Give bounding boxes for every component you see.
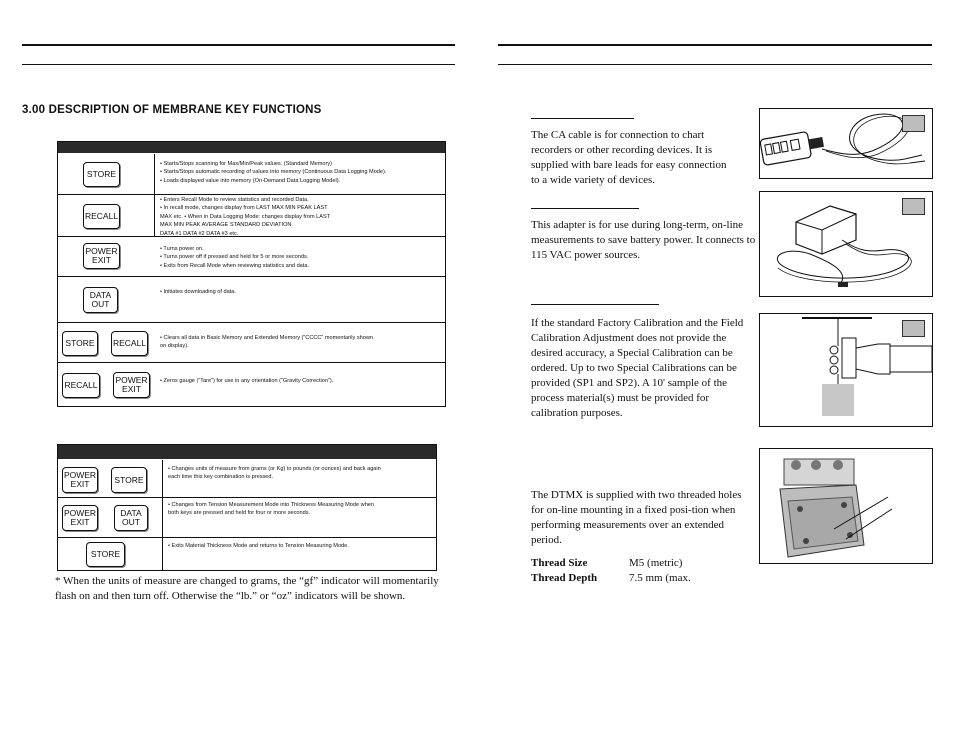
special-calibration-paragraph: If the standard Factory Calibration and the Field Calibration Adjustment does not provide the desired accuracy, a Special Calibration can be ordered. Up to two Special Calibrations can be provided (SP1 and SP2). A 10' sample of the process material(s) must be provided for calibration purposes. [531, 317, 744, 419]
heading-underline [531, 208, 639, 209]
photo-label-tag [902, 115, 925, 132]
ca-cable-photo [759, 108, 933, 179]
store-key[interactable]: STORE [111, 467, 147, 493]
thread-specs [531, 556, 691, 586]
mounting-holes-photo [759, 448, 933, 564]
spec-row: Thread Depth 7.5 mm (max. [531, 572, 691, 584]
row-description: • Changes units of measure from grams (or Kg) to pounds (or ounces) and back again each time this key combination is pressed. [168, 466, 381, 481]
power-exit-key[interactable]: POWER EXIT [62, 505, 98, 531]
right-header-rule-top [498, 44, 932, 46]
power-adapter-photo [759, 191, 933, 297]
table-header-bar [58, 445, 436, 459]
adapter-paragraph: This adapter is for use during long-term, on-line measurements to save battery power. It connects to 115 VAC power sources. [531, 219, 756, 261]
right-header-rule-bottom [498, 64, 932, 65]
heading-underline [531, 118, 634, 119]
key-functions-table [57, 141, 446, 407]
row-description: • Zeros gauge (“Tare”) for use in any orientation (“Gravity Correction”). [160, 378, 334, 384]
data-out-key[interactable]: DATA OUT [83, 287, 118, 313]
spec-row: Thread Size M5 (metric) [531, 557, 683, 569]
column-divider [154, 154, 155, 194]
table-header-bar [58, 142, 445, 153]
column-divider [162, 538, 163, 570]
table-row [58, 362, 445, 406]
column-divider [162, 498, 163, 538]
row-description: • Clears all data in Basic Memory and Extended Memory (“CCCC” momentarily shown on display). [160, 335, 374, 350]
photo-label-tag [902, 320, 925, 337]
row-description: • Initiates downloading of data. [160, 289, 236, 295]
left-header-rule-bottom [22, 64, 455, 65]
row-description: • Starts/Stops scanning for Max/Min/Peak values. (Standard Memory) • Starts/Stops automatic recording of values into memory (Continuous Data Logging Mode). • Loads displayed value into memory (On-Demand Data Logging Model). [160, 161, 387, 184]
row-description: • Turns power on. • Turns power off if pressed and held for 5 or more seconds. • Exits from Recall Mode when reviewing statistics and data. [160, 246, 310, 269]
store-key[interactable]: STORE [83, 162, 120, 187]
table-row [58, 460, 436, 497]
recall-key[interactable]: RECALL [83, 204, 120, 229]
data-out-key[interactable]: DATA OUT [114, 505, 148, 531]
table-row [58, 154, 445, 194]
power-exit-key[interactable]: POWER EXIT [83, 243, 120, 269]
left-header-rule-top [22, 44, 455, 46]
table-row [58, 497, 436, 538]
table-row [58, 194, 445, 237]
recall-key[interactable]: RECALL [62, 373, 100, 398]
photo-label-tag [902, 198, 925, 215]
column-divider [154, 195, 155, 237]
store-key[interactable]: STORE [86, 542, 125, 567]
calibration-diagram [759, 313, 933, 427]
row-description: • Enters Recall Mode to review statistics and recorded Data. • In recall mode, changes display from LAST MAX MIN PEAK LAST MAX etc. • When in Data Logging Mode: changes display from LAST MAX MIN PEAK AVERAGE STANDARD DEVIATION DATA #1 DATA #2 DATA #3 etc. [160, 197, 331, 237]
row-description: • Changes from Tension Measurement Mode into Thickness Measuring Mode when both keys are pressed and held for four or more seconds. [168, 502, 375, 517]
section-title: 3.00 DESCRIPTION OF MEMBRANE KEY FUNCTIONS [22, 104, 322, 116]
units-footnote: * When the units of measure are changed to grams, the “gf” indicator will momentarily flash on and then turn off. Otherwise the “lb.” or “oz” indicators will be shown. [55, 575, 439, 602]
column-divider [162, 460, 163, 497]
mounting-paragraph: The DTMX is supplied with two threaded holes for on-line mounting in a fixed posi-tion when performing measurements over an extended period. [531, 489, 742, 546]
heading-underline [531, 304, 659, 305]
table-row [58, 276, 445, 323]
table-row [58, 236, 445, 277]
power-exit-key[interactable]: POWER EXIT [113, 372, 150, 398]
store-key[interactable]: STORE [62, 331, 98, 356]
table-row [58, 322, 445, 363]
row-description: • Exits Material Thickness Mode and returns to Tension Measuring Mode. [168, 543, 349, 549]
key-combinations-table [57, 444, 437, 571]
ca-cable-paragraph: The CA cable is for connection to chart recorders or other recording devices. It is supplied with bare leads for easy connection to a wide variety of devices. [531, 129, 727, 186]
table-row [58, 537, 436, 570]
recall-key[interactable]: RECALL [111, 331, 148, 356]
mounting-illustration [760, 449, 932, 563]
power-exit-key[interactable]: POWER EXIT [62, 467, 98, 493]
